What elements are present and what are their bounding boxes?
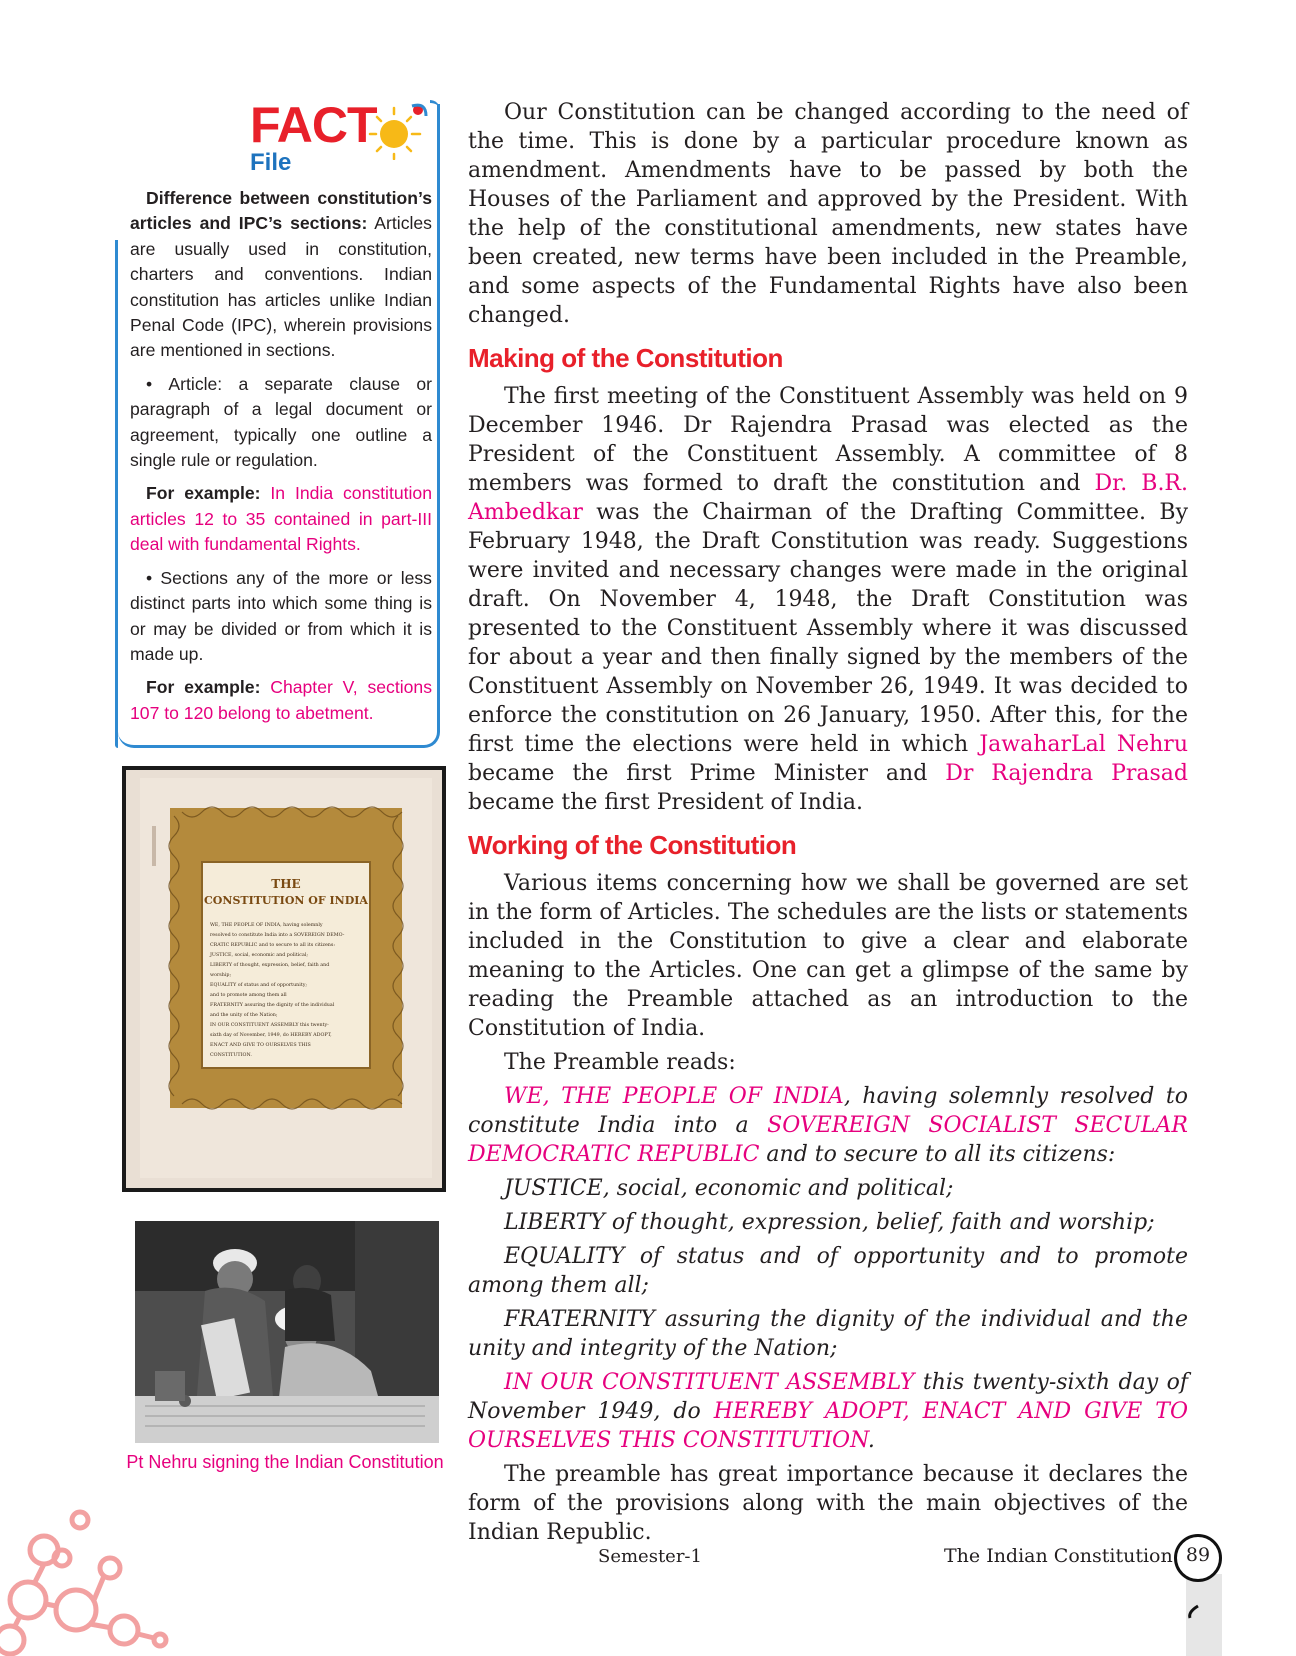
- page-number: 89: [1174, 1534, 1222, 1582]
- fact-bullet-article: • Article: a separate clause or paragraph of a legal document or agreement, typically one outline a single rule or regulation.: [130, 373, 432, 471]
- fact-example-1: For example: In India constitution articles 12 to 35 contained in part-III deal with fundamental Rights.: [130, 483, 432, 555]
- document-line: ENACT AND GIVE TO OURSELVES THIS: [210, 1043, 311, 1048]
- decorative-circles: [0, 1500, 170, 1656]
- fact-title: FACT: [250, 97, 377, 153]
- ambedkar-highlight: Dr. B.R. Ambedkar: [468, 471, 1188, 525]
- document-line: worship;: [210, 973, 232, 978]
- heading-making-of-constitution: Making of the Constitution: [468, 343, 783, 373]
- nehru-signing-photo: [135, 1221, 439, 1443]
- nehru-highlight: JawaharLal Nehru: [979, 732, 1188, 757]
- document-title: CONSTITUTION OF INDIA: [204, 894, 368, 907]
- fact-file-text: [130, 186, 432, 734]
- fact-bullet-sections: • Sections any of the more or less distinct parts into which some thing is or may be divided or from which it is made up.: [130, 567, 432, 664]
- document-line: LIBERTY of thought, expression, belief, faith and: [210, 963, 330, 968]
- preamble-importance-paragraph: The preamble has great importance because it declares the form of the provisions along with the main objectives of the Indian Republic.: [468, 1462, 1188, 1545]
- bullet-icon: •: [146, 373, 169, 394]
- preamble-justice: JUSTICE, social, economic and political;: [504, 1176, 954, 1201]
- footer-semester: Semester-1: [598, 1546, 702, 1567]
- document-line: CRATIC REPUBLIC and to secure to all its citizens:: [210, 943, 335, 948]
- amendment-paragraph: Our Constitution can be changed according to the need of the time. This is done by a particular procedure known as amendment. Amendments have to be passed by both the Houses of the Parliament and approved by the President. With the help of the constitutional amendments, new states have been created, new terms have been included in the Preamble, and some aspects of the Fundamental Rights have also been changed.: [468, 100, 1188, 328]
- document-line: sixth day of November, 1949, do HEREBY ADOPT,: [210, 1033, 332, 1038]
- preamble-liberty: LIBERTY of thought, expression, belief, faith and worship;: [504, 1210, 1155, 1235]
- document-title-the: THE: [271, 877, 301, 891]
- file-subtitle: File: [250, 149, 292, 176]
- document-line: CONSTITUTION.: [210, 1053, 252, 1058]
- bullet-icon: •: [146, 567, 161, 588]
- document-line: IN OUR CONSTITUENT ASSEMBLY this twenty-: [210, 1023, 329, 1028]
- document-line: WE, THE PEOPLE OF INDIA, having solemnly: [210, 923, 323, 928]
- document-line: and to promote among them all: [210, 993, 287, 998]
- document-line: resolved to constitute India into a SOVEREIGN DEMO-: [210, 933, 345, 938]
- preamble-opening: WE, THE PEOPLE OF INDIA, having solemnly resolved to constitute India into a SOVEREIGN SOCIALIST SECULAR DEMOCRATIC REPUBLIC and to secure to all its citizens:: [468, 1084, 1189, 1167]
- fact-example-2: For example: Chapter V, sections 107 to 120 belong to abetment.: [130, 677, 432, 723]
- footer-book-title: The Indian Constitution: [944, 1545, 1173, 1567]
- document-line: FRATERNITY assuring the dignity of the individual: [210, 1003, 335, 1008]
- photo-caption: Pt Nehru signing the Indian Constitution: [126, 1452, 444, 1472]
- main-column: [468, 98, 1188, 1547]
- fact-intro: Difference between constitution’s articles and IPC’s sections: Articles are usually used in constitution, charters and conventions. Indian constitution has articles unlike Indian Penal Code (IPC), wherein provisions are mentioned in sections.: [130, 188, 432, 361]
- heading-working-of-constitution: Working of the Constitution: [468, 830, 797, 860]
- making-paragraph: The first meeting of the Constituent Assembly was held on 9 December 1946. Dr Rajendra Prasad was elected as the President of the Constituent Assembly. A committee of 8 members was formed to draft the constitution and Dr. B.R. Ambedkar was the Chairman of the Drafting Committee. By February 1948, the Draft Constitution was ready. Suggestions were invited and necessary changes were made in the original draft. On November 4, 1948, the Draft Constitution was presented to the Constituent Assembly where it was discussed for about a year and then finally signed by the members of the Constituent Assembly on November 26, 1949. It was decided to enforce the constitution on 26 January, 1950. After this, for the first time the elections were held in which JawaharLal Nehru became the first Prime Minister and Dr Rajendra Prasad became the first President of India.: [468, 384, 1188, 815]
- constitution-document-image: [122, 766, 446, 1192]
- working-paragraph: Various items concerning how we shall be governed are set in the form of Articles. The schedules are the lists or statements included in the Constitution to give a clear and elaborate meaning to the Articles. One can get a glimpse of the same by reading the Preamble attached as an introduction to the Constitution of India.: [468, 871, 1188, 1041]
- prasad-highlight: Dr Rajendra Prasad: [945, 761, 1188, 786]
- preamble-closing: IN OUR CONSTITUENT ASSEMBLY this twenty-sixth day of November 1949, do HEREBY ADOPT, ENACT AND GIVE TO OURSELVES THIS CONSTITUTION.: [468, 1370, 1189, 1453]
- preamble-equality: EQUALITY of status and of opportunity and to promote among them all;: [468, 1244, 1188, 1298]
- preamble-reads: The Preamble reads:: [504, 1050, 736, 1075]
- preamble-text: [468, 1082, 1188, 1455]
- document-line: EQUALITY of status and of opportunity;: [210, 983, 308, 988]
- preamble-fraternity: FRATERNITY assuring the dignity of the individual and the unity and integrity of the Nation;: [468, 1307, 1188, 1361]
- document-line: and the unity of the Nation;: [210, 1013, 278, 1018]
- document-line: JUSTICE, social, economic and political;: [210, 953, 308, 958]
